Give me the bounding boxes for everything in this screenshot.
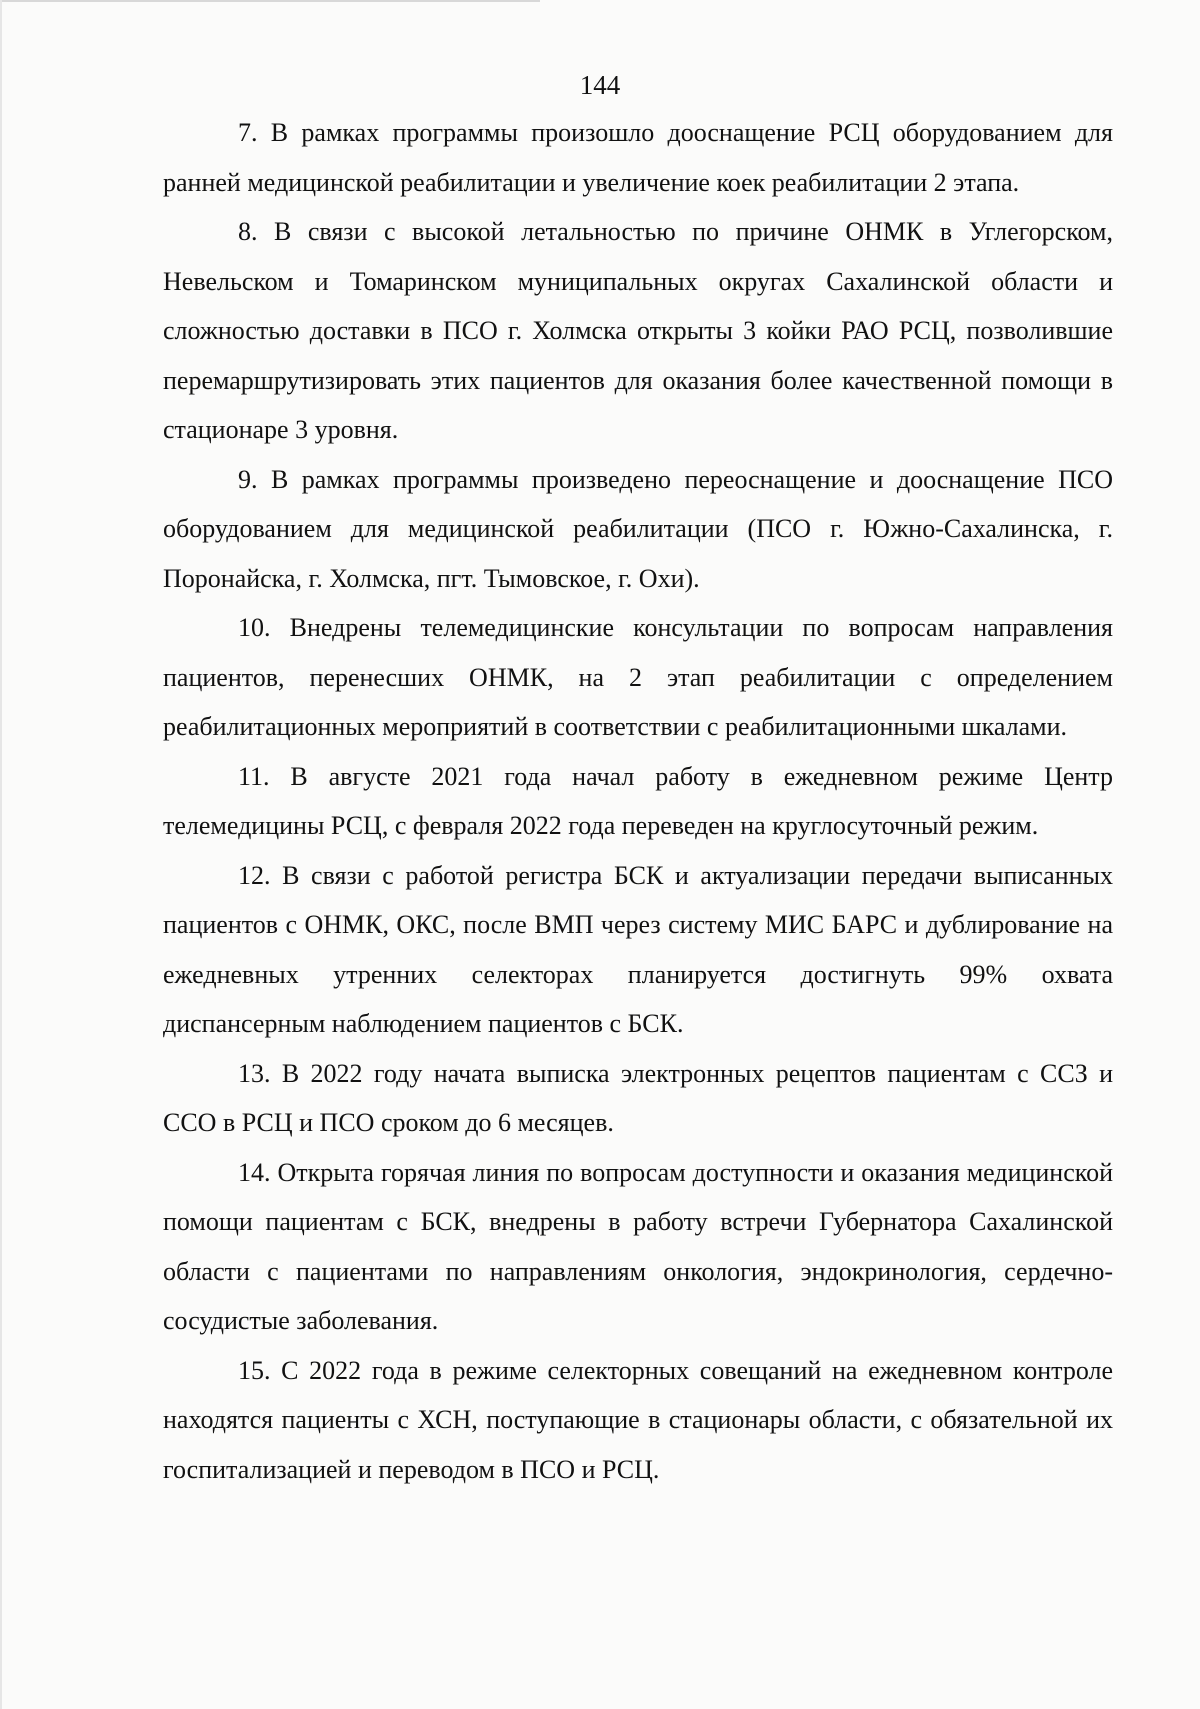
paragraph-7: 7. В рамках программы произошло дооснащение РСЦ оборудованием для ранней медицинской реабилитации и увеличение коек реабилитации 2 этапа. [163,118,1113,197]
paragraph-11: 11. В августе 2021 года начал работу в ежедневном режиме Центр телемедицины РСЦ, с февраля 2022 года переведен на круглосуточный режим. [163,761,1113,840]
paragraph-14: 14. Открыта горячая линия по вопросам доступности и оказания медицинской помощи пациентам с БСК, внедрены в работу встречи Губернатора Сахалинской области с пациентами по направлениям онкология, эндокринология, сердечно-сосудистые заболевания. [163,1157,1113,1335]
paragraph-12: 12. В связи с работой регистра БСК и актуализации передачи выписанных пациентов с ОНМК, ОКС, после ВМП через систему МИС БАРС и дублирование на ежедневных утренних селекторах планируется достигнуть 99% охвата диспансерным наблюдением пациентов с БСК. [163,860,1113,1038]
scan-edge-left [0,0,2,1709]
scan-edge-top [0,0,540,2]
paragraph-15: 15. С 2022 года в режиме селекторных совещаний на ежедневном контроле находятся пациенты с ХСН, поступающие в стационары области, с обязательной их госпитализацией и переводом в ПСО и РСЦ. [163,1355,1113,1484]
paragraph-8: 8. В связи с высокой летальностью по причине ОНМК в Углегорском, Невельском и Томаринском муниципальных округах Сахалинской области и сложностью доставки в ПСО г. Холмска открыты 3 койки РАО РСЦ, позволившие перемаршрутизировать этих пациентов для оказания более качественной помощи в стационаре 3 уровня. [163,217,1113,444]
paragraph-13: 13. В 2022 году начата выписка электронных рецептов пациентам с ССЗ и ССО в РСЦ и ПСО сроком до 6 месяцев. [163,1058,1113,1137]
page-number: 144 [579,70,621,100]
paragraph-10: 10. Внедрены телемедицинские консультации по вопросам направления пациентов, перенесших ОНМК, на 2 этап реабилитации с определением реабилитационных мероприятий в соответствии с реабилитационными шкалами. [163,613,1113,741]
paragraph-9: 9. В рамках программы произведено переоснащение и дооснащение ПСО оборудованием для медицинской реабилитации (ПСО г. Южно-Сахалинска, г. Поронайска, г. Холмска, пгт. Тымовское, г. Охи). [163,464,1113,593]
document-body [163,108,1113,1494]
